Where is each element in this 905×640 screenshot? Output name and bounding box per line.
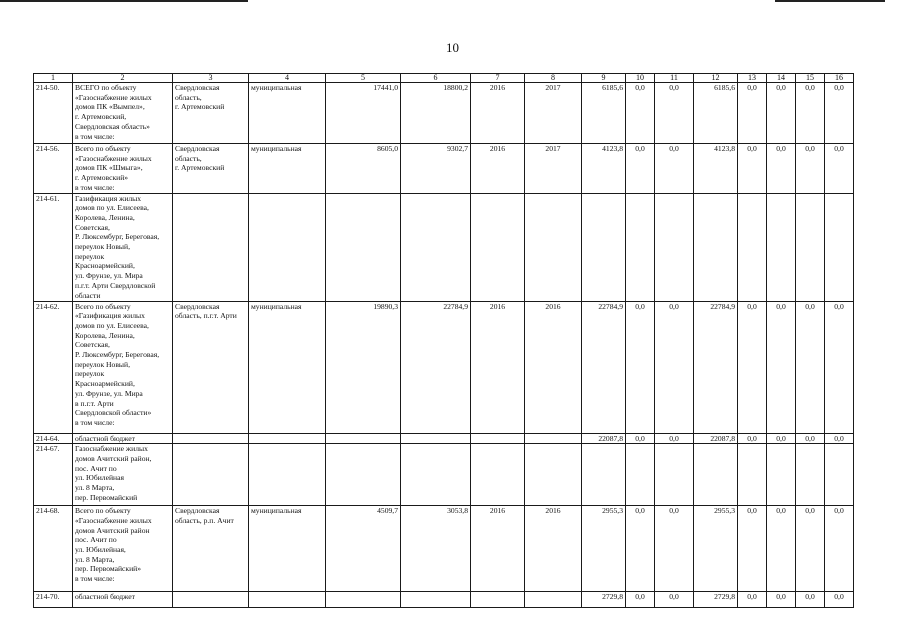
cell-col-15: 0,0: [796, 301, 825, 433]
cell-object-name-line: г. Артемовский,: [75, 112, 127, 122]
cell-col-15: [796, 193, 825, 301]
cell-col-8: 2017: [525, 144, 582, 194]
cell-object-name-line: домов по ул. Елисеева,: [75, 203, 149, 213]
cell-object-name-line: пос. Ачит по: [75, 535, 117, 545]
cell-object-name-line: домов по ул. Елисеева,: [75, 320, 149, 330]
cell-col-11: [655, 444, 694, 506]
table-row: [34, 506, 854, 592]
cell-col-8: [525, 193, 582, 301]
cell-object-name: [73, 506, 173, 592]
cell-col-7: 2016: [471, 301, 525, 433]
cell-col-16: [825, 193, 854, 301]
cell-object-name-line: ул. Юбилейная,: [75, 545, 126, 555]
cell-col-6: 18800,2: [401, 83, 471, 144]
cell-object-name-line: Советская,: [75, 222, 110, 232]
table-row: [34, 433, 854, 444]
cell-col-6: [401, 444, 471, 506]
cell-object-name-line: «Газоснабжение жилых: [75, 153, 152, 163]
cell-col-11: 0,0: [655, 301, 694, 433]
cell-location-line: область,: [175, 92, 202, 102]
cell-object-name-line: домов ПК «Вымпел»,: [75, 102, 145, 112]
cell-col-13: 0,0: [738, 83, 767, 144]
cell-object-name-line: в том числе:: [75, 182, 115, 192]
cell-object-name-line: ул. Фрунзе, ул. Мира: [75, 388, 143, 398]
cell-col-8: 2017: [525, 83, 582, 144]
cell-object-name: [73, 444, 173, 506]
cell-col-12: 22784,9: [694, 301, 738, 433]
cell-col-5: 17441,0: [326, 83, 401, 144]
cell-location: [173, 144, 249, 194]
cell-object-name: [73, 433, 173, 444]
cell-object-name-line: Красноармейский,: [75, 261, 135, 271]
cell-col-5: 19890,3: [326, 301, 401, 433]
column-number: 12: [694, 74, 738, 83]
cell-col-7: [471, 592, 525, 608]
cell-col-16: [825, 444, 854, 506]
column-number: 13: [738, 74, 767, 83]
cell-object-name-line: Красноармейский,: [75, 379, 135, 389]
cell-col-13: 0,0: [738, 301, 767, 433]
cell-location-line: область, п.г.т. Арти: [175, 311, 237, 321]
cell-ownership: муниципальная: [249, 301, 326, 433]
cell-col-12: 2955,3: [694, 506, 738, 592]
cell-col-9: 4123,8: [582, 144, 626, 194]
cell-object-name-line: Королева, Ленина,: [75, 330, 135, 340]
cell-col-9: [582, 193, 626, 301]
cell-ownership: муниципальная: [249, 506, 326, 592]
cell-col-16: 0,0: [825, 506, 854, 592]
cell-ownership: муниципальная: [249, 83, 326, 144]
cell-location-line: область, р.п. Ачит: [175, 515, 234, 525]
column-number: 3: [173, 74, 249, 83]
cell-object-name-line: Р. Люксембург, Береговая,: [75, 350, 160, 360]
cell-col-6: [401, 433, 471, 444]
column-number: 7: [471, 74, 525, 83]
cell-col-6: [401, 592, 471, 608]
cell-col-9: 22784,9: [582, 301, 626, 433]
cell-object-name-line: пер. Первомайский»: [75, 564, 142, 574]
cell-col-14: 0,0: [767, 301, 796, 433]
cell-col-15: 0,0: [796, 433, 825, 444]
cell-object-name-line: ул. 8 Марта,: [75, 483, 115, 493]
cell-col-13: [738, 193, 767, 301]
cell-col-5: 8605,0: [326, 144, 401, 194]
cell-col-10: 0,0: [626, 433, 655, 444]
cell-col-10: 0,0: [626, 592, 655, 608]
cell-col-6: 22784,9: [401, 301, 471, 433]
cell-col-11: 0,0: [655, 83, 694, 144]
cell-col-16: 0,0: [825, 433, 854, 444]
cell-col-10: 0,0: [626, 301, 655, 433]
cell-object-name-line: п.г.т. Арти Свердловской: [75, 280, 156, 290]
cell-location-line: Свердловская: [175, 144, 220, 153]
cell-col-12: [694, 444, 738, 506]
cell-col-12: 6185,6: [694, 83, 738, 144]
cell-col-6: [401, 193, 471, 301]
cell-col-10: 0,0: [626, 506, 655, 592]
cell-location: [173, 506, 249, 592]
cell-col-15: 0,0: [796, 592, 825, 608]
cell-object-name-line: домов ПК «Шмыга»,: [75, 163, 143, 173]
cell-ownership: [249, 592, 326, 608]
cell-location: [173, 83, 249, 144]
cell-ownership: [249, 444, 326, 506]
cell-location-line: Свердловская: [175, 506, 220, 516]
cell-object-name-line: ул. 8 Марта,: [75, 554, 115, 564]
cell-object-name-line: домов Ачитский район: [75, 525, 150, 535]
cell-code: 214-62.: [34, 301, 73, 433]
cell-object-name-line: пер. Первомайский: [75, 492, 138, 502]
cell-object-name-line: Р. Люксембург, Береговая,: [75, 232, 160, 242]
table-row: [34, 193, 854, 301]
cell-object-name-line: области: [75, 290, 101, 300]
cell-object-name-line: областной бюджет: [75, 592, 135, 602]
cell-col-8: [525, 444, 582, 506]
cell-code: 214-64.: [34, 433, 73, 444]
cell-col-15: [796, 444, 825, 506]
cell-col-8: 2016: [525, 301, 582, 433]
cell-object-name-line: переулок Новый,: [75, 242, 130, 252]
cell-col-9: 22087,8: [582, 433, 626, 444]
cell-col-7: 2016: [471, 144, 525, 194]
cell-object-name-line: областной бюджет: [75, 433, 135, 443]
table-row: [34, 301, 854, 433]
cell-col-15: 0,0: [796, 144, 825, 194]
column-number: 14: [767, 74, 796, 83]
cell-col-14: 0,0: [767, 433, 796, 444]
cell-code: 214-61.: [34, 193, 73, 301]
cell-object-name-line: в п.г.т. Арти: [75, 398, 114, 408]
cell-object-name: [73, 144, 173, 194]
cell-col-10: 0,0: [626, 83, 655, 144]
cell-col-7: [471, 433, 525, 444]
column-number: 9: [582, 74, 626, 83]
cell-location: [173, 444, 249, 506]
cell-col-14: 0,0: [767, 83, 796, 144]
cell-object-name-line: домов Ачитский район,: [75, 453, 152, 463]
cell-col-14: 0,0: [767, 506, 796, 592]
column-number: 1: [34, 74, 73, 83]
column-number-row: [34, 74, 854, 83]
cell-object-name-line: Газоснабжение жилых: [75, 444, 148, 454]
cell-ownership: [249, 193, 326, 301]
column-number: 8: [525, 74, 582, 83]
cell-code: 214-50.: [34, 83, 73, 144]
cell-col-11: 0,0: [655, 433, 694, 444]
cell-col-12: 2729,8: [694, 592, 738, 608]
cell-object-name: [73, 301, 173, 433]
cell-object-name-line: переулок Новый,: [75, 359, 130, 369]
cell-col-5: [326, 193, 401, 301]
cell-object-name-line: Королева, Ленина,: [75, 212, 135, 222]
cell-col-13: 0,0: [738, 592, 767, 608]
cell-code: 214-67.: [34, 444, 73, 506]
column-number: 4: [249, 74, 326, 83]
cell-col-7: [471, 444, 525, 506]
column-number: 5: [326, 74, 401, 83]
cell-location-line: Свердловская: [175, 83, 220, 92]
cell-col-10: 0,0: [626, 144, 655, 194]
cell-col-8: 2016: [525, 506, 582, 592]
cell-col-7: 2016: [471, 506, 525, 592]
cell-object-name-line: ул. Юбилейная: [75, 473, 124, 483]
cell-ownership: [249, 433, 326, 444]
cell-object-name-line: в том числе:: [75, 417, 115, 427]
cell-object-name-line: переулок: [75, 369, 105, 379]
cell-object-name-line: «Газоснабжение жилых: [75, 92, 152, 102]
cell-object-name-line: Свердловская область»: [75, 121, 150, 131]
cell-code: 214-68.: [34, 506, 73, 592]
table-row: [34, 592, 854, 608]
table-row: [34, 444, 854, 506]
cell-col-16: 0,0: [825, 301, 854, 433]
cell-object-name-line: Советская,: [75, 340, 110, 350]
column-number: 16: [825, 74, 854, 83]
column-number: 10: [626, 74, 655, 83]
table-row: [34, 83, 854, 144]
budget-table: [33, 73, 854, 608]
cell-object-name-line: «Газоснабжение жилых: [75, 515, 152, 525]
cell-col-11: [655, 193, 694, 301]
column-number: 2: [73, 74, 173, 83]
cell-col-5: [326, 444, 401, 506]
page-number: 10: [446, 40, 459, 55]
cell-object-name-line: переулок: [75, 251, 105, 261]
cell-col-11: 0,0: [655, 144, 694, 194]
table-row: [34, 144, 854, 194]
cell-col-5: [326, 433, 401, 444]
cell-col-7: [471, 193, 525, 301]
cell-object-name-line: Всего по объекту: [75, 144, 131, 153]
cell-object-name-line: ул. Фрунзе, ул. Мира: [75, 271, 143, 281]
cell-object-name-line: пос. Ачит по: [75, 463, 117, 473]
top-rule-left: [0, 0, 248, 2]
column-number: 15: [796, 74, 825, 83]
cell-col-9: 2729,8: [582, 592, 626, 608]
cell-location-line: область,: [175, 153, 202, 163]
cell-object-name-line: в том числе:: [75, 574, 115, 584]
cell-col-13: 0,0: [738, 144, 767, 194]
cell-col-12: 22087,8: [694, 433, 738, 444]
cell-object-name-line: Всего по объекту: [75, 506, 131, 516]
cell-location: [173, 592, 249, 608]
cell-col-13: 0,0: [738, 506, 767, 592]
cell-col-14: 0,0: [767, 592, 796, 608]
cell-col-9: 6185,6: [582, 83, 626, 144]
column-number: 6: [401, 74, 471, 83]
cell-col-12: 4123,8: [694, 144, 738, 194]
cell-location-line: г. Артемовский: [175, 102, 225, 112]
cell-col-12: [694, 193, 738, 301]
cell-col-6: 3053,8: [401, 506, 471, 592]
cell-location-line: Свердловская: [175, 301, 220, 311]
cell-col-6: 9302,7: [401, 144, 471, 194]
cell-col-8: [525, 433, 582, 444]
cell-col-16: 0,0: [825, 144, 854, 194]
table-body: [34, 74, 854, 608]
cell-object-name-line: «Газификация жилых: [75, 311, 145, 321]
column-number: 11: [655, 74, 694, 83]
cell-object-name-line: Газификация жилых: [75, 193, 142, 203]
cell-col-16: 0,0: [825, 592, 854, 608]
cell-ownership: муниципальная: [249, 144, 326, 194]
cell-code: 214-56.: [34, 144, 73, 194]
cell-col-13: 0,0: [738, 433, 767, 444]
cell-object-name: [73, 83, 173, 144]
cell-location: [173, 301, 249, 433]
top-rule-right: [775, 0, 885, 2]
cell-col-5: 4509,7: [326, 506, 401, 592]
cell-col-5: [326, 592, 401, 608]
cell-col-9: [582, 444, 626, 506]
cell-col-15: 0,0: [796, 83, 825, 144]
cell-object-name: [73, 592, 173, 608]
cell-location: [173, 433, 249, 444]
cell-col-10: [626, 444, 655, 506]
cell-col-11: 0,0: [655, 592, 694, 608]
cell-object-name-line: в том числе:: [75, 131, 115, 141]
cell-col-10: [626, 193, 655, 301]
cell-col-9: 2955,3: [582, 506, 626, 592]
cell-object-name: [73, 193, 173, 301]
cell-col-14: [767, 444, 796, 506]
cell-col-16: 0,0: [825, 83, 854, 144]
cell-col-13: [738, 444, 767, 506]
cell-col-15: 0,0: [796, 506, 825, 592]
cell-location: [173, 193, 249, 301]
cell-object-name-line: Всего по объекту: [75, 301, 131, 311]
cell-object-name-line: г. Артемовский»: [75, 173, 129, 183]
cell-col-7: 2016: [471, 83, 525, 144]
cell-object-name-line: ВСЕГО по объекту: [75, 83, 137, 92]
cell-object-name-line: Свердловской области»: [75, 408, 152, 418]
cell-col-14: [767, 193, 796, 301]
cell-col-14: 0,0: [767, 144, 796, 194]
cell-code: 214-70.: [34, 592, 73, 608]
cell-col-8: [525, 592, 582, 608]
cell-location-line: г. Артемовский: [175, 163, 225, 173]
cell-col-11: 0,0: [655, 506, 694, 592]
